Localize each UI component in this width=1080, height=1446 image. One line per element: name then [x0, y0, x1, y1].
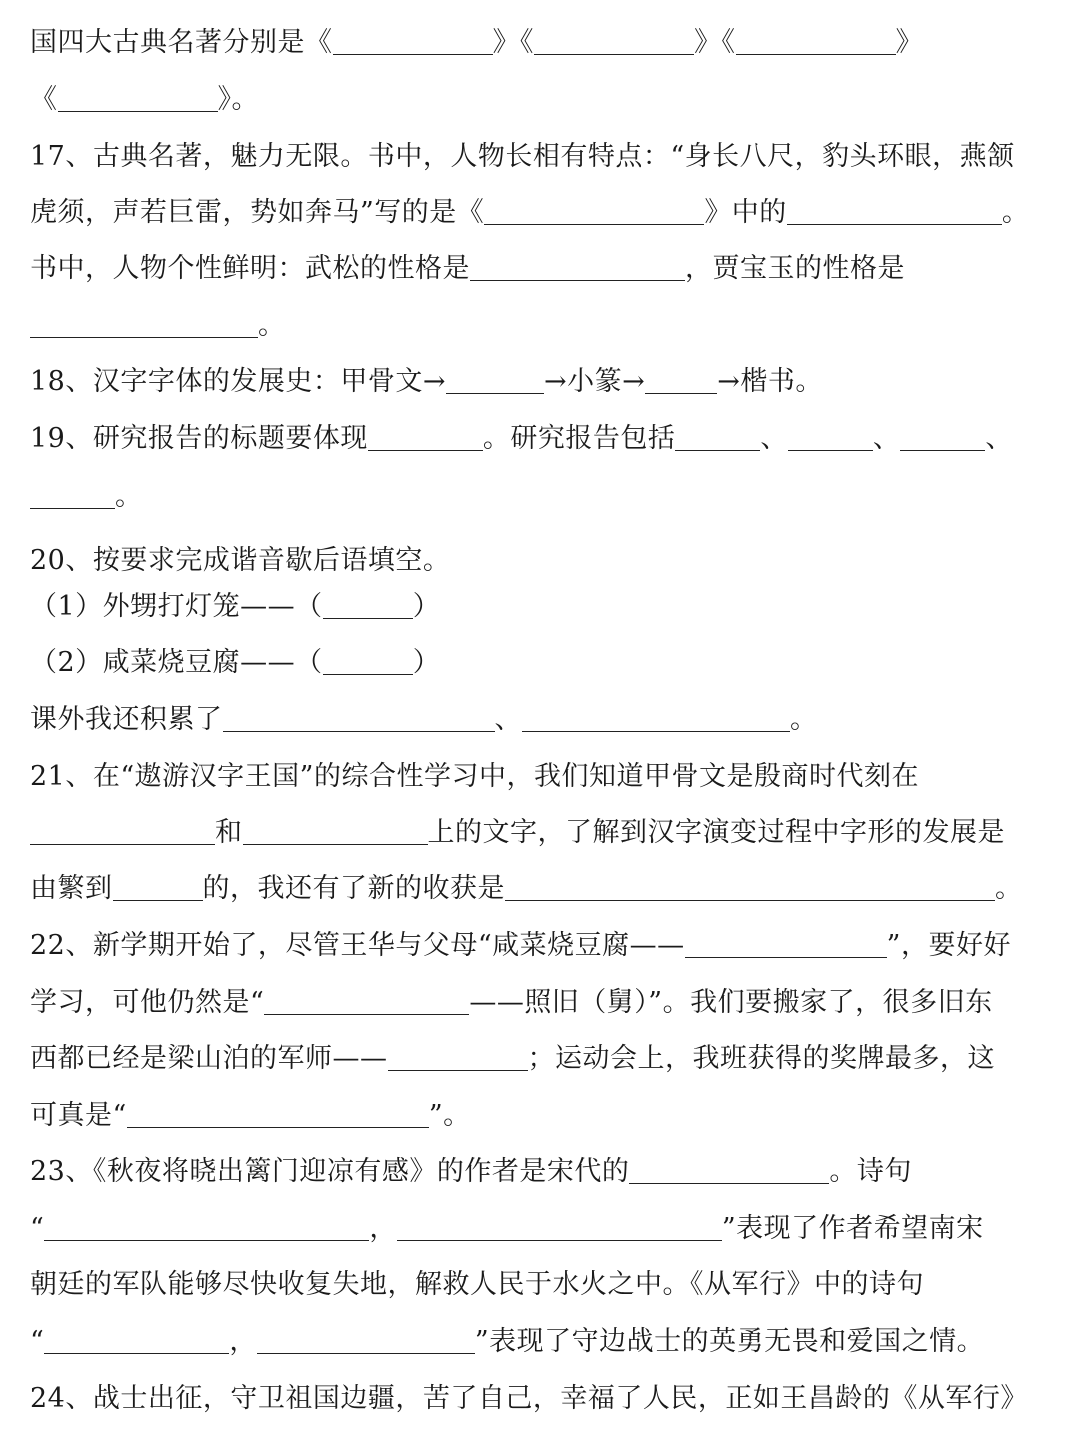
q18-blank-2[interactable] — [645, 367, 717, 394]
q17-blank-character[interactable] — [787, 198, 1002, 225]
q21-blank-4[interactable] — [505, 874, 995, 901]
q22-line-1: 22、新学期开始了，尽管王华与父母“咸菜烧豆腐—— ”，要好好 — [30, 930, 1011, 961]
q22-line-4: 可真是“ ”。 — [30, 1100, 471, 1131]
q17-blank-book[interactable] — [484, 198, 704, 225]
q20-extra: 课外我还积累了 、 。 — [30, 704, 818, 735]
q17-line-4: 。 — [30, 309, 1056, 343]
q16-blank-2[interactable] — [534, 28, 694, 55]
q23-blank-author[interactable] — [629, 1157, 829, 1184]
q17-blank-wusong[interactable] — [470, 254, 685, 281]
q19-blank-part-1[interactable] — [675, 424, 760, 451]
q19-blank-part-3[interactable] — [900, 424, 985, 451]
q22-line-3: 西都已经是梁山泊的军师—— ；运动会上，我班获得的奖牌最多，这 — [30, 1043, 995, 1074]
q23-line-1: 23、《秋夜将晓出篱门迎凉有感》的作者是宋代的 。诗句 — [30, 1156, 912, 1187]
q16-blank-3[interactable] — [736, 28, 896, 55]
q24-line-1: 24、战士出征，守卫祖国边疆，苦了自己，幸福了人民，正如王昌龄的《从军行》 — [30, 1383, 1028, 1414]
q21-line-1: 21、在“遨游汉字王国”的综合性学习中，我们知道甲骨文是殷商时代刻在 — [30, 761, 919, 792]
q17-line-1: 17、古典名著，魅力无限。书中，人物长相有特点：“身长八尺，豹头环眼，燕颔 — [30, 141, 1015, 172]
q23-blank-verse-2[interactable] — [397, 1214, 722, 1241]
q19-line-2: 。 — [30, 480, 1056, 514]
q16-blank-4[interactable] — [58, 85, 218, 112]
q19-blank-title[interactable] — [368, 424, 483, 451]
q19-blank-part-2[interactable] — [788, 424, 873, 451]
q17-line-2: 虎须，声若巨雷，势如奔马”写的是《 》中的 。 — [30, 197, 1030, 228]
q20-item-1: （1）外甥打灯笼——（ ） — [30, 591, 441, 622]
q19-blank-part-4[interactable] — [30, 482, 115, 509]
q23-line-4: “ ， ”表现了守边战士的英勇无畏和爱国之情。 — [30, 1326, 985, 1357]
q22-blank-3[interactable] — [388, 1044, 528, 1071]
q19-line-1: 19、研究报告的标题要体现 。研究报告包括 、 、 、 — [30, 423, 1013, 454]
q21-line-2: 和 上的文字，了解到汉字演变过程中字形的发展是 — [30, 816, 1056, 850]
q20-blank-2[interactable] — [323, 648, 413, 675]
q18-line: 18、汉字字体的发展史：甲骨文→ →小篆→ →楷书。 — [30, 366, 823, 397]
q21-blank-2[interactable] — [243, 818, 428, 845]
q20-title: 20、按要求完成谐音歇后语填空。 — [30, 545, 451, 576]
q21-blank-3[interactable] — [113, 874, 203, 901]
q21-line-3: 由繁到 的，我还有了新的收获是 。 — [30, 873, 1023, 904]
q16-line-2: 《 》。 — [30, 84, 259, 115]
q23-line-3: 朝廷的军队能够尽快收复失地，解救人民于水火之中。《从军行》中的诗句 — [30, 1269, 924, 1300]
q22-blank-4[interactable] — [127, 1101, 429, 1128]
q22-blank-2[interactable] — [264, 988, 469, 1015]
q18-blank-1[interactable] — [446, 367, 544, 394]
q22-line-2: 学习，可他仍然是“ ——照旧（舅）”。我们要搬家了，很多旧东 — [30, 987, 993, 1018]
q17-line-3: 书中，人物个性鲜明：武松的性格是 ，贾宝玉的性格是 — [30, 253, 905, 284]
q21-blank-1[interactable] — [30, 818, 215, 845]
q16-text: 国四大古典名著分别是 — [30, 27, 305, 58]
q23-blank-verse-4[interactable] — [257, 1327, 475, 1354]
q16-line-1: 国四大古典名著分别是《 》《 》《 》 — [30, 27, 923, 58]
q22-blank-1[interactable] — [685, 931, 887, 958]
q23-blank-verse-3[interactable] — [44, 1327, 229, 1354]
q16-blank-1[interactable] — [333, 28, 493, 55]
q20-blank-extra-2[interactable] — [522, 705, 790, 732]
q23-line-2: “ ， ”表现了作者希望南宋 — [30, 1213, 984, 1244]
q17-blank-baoyu[interactable] — [30, 311, 258, 338]
q20-item-2: （2）咸菜烧豆腐——（ ） — [30, 647, 441, 678]
q23-blank-verse-1[interactable] — [44, 1214, 369, 1241]
q20-blank-1[interactable] — [323, 592, 413, 619]
q20-blank-extra-1[interactable] — [223, 705, 495, 732]
